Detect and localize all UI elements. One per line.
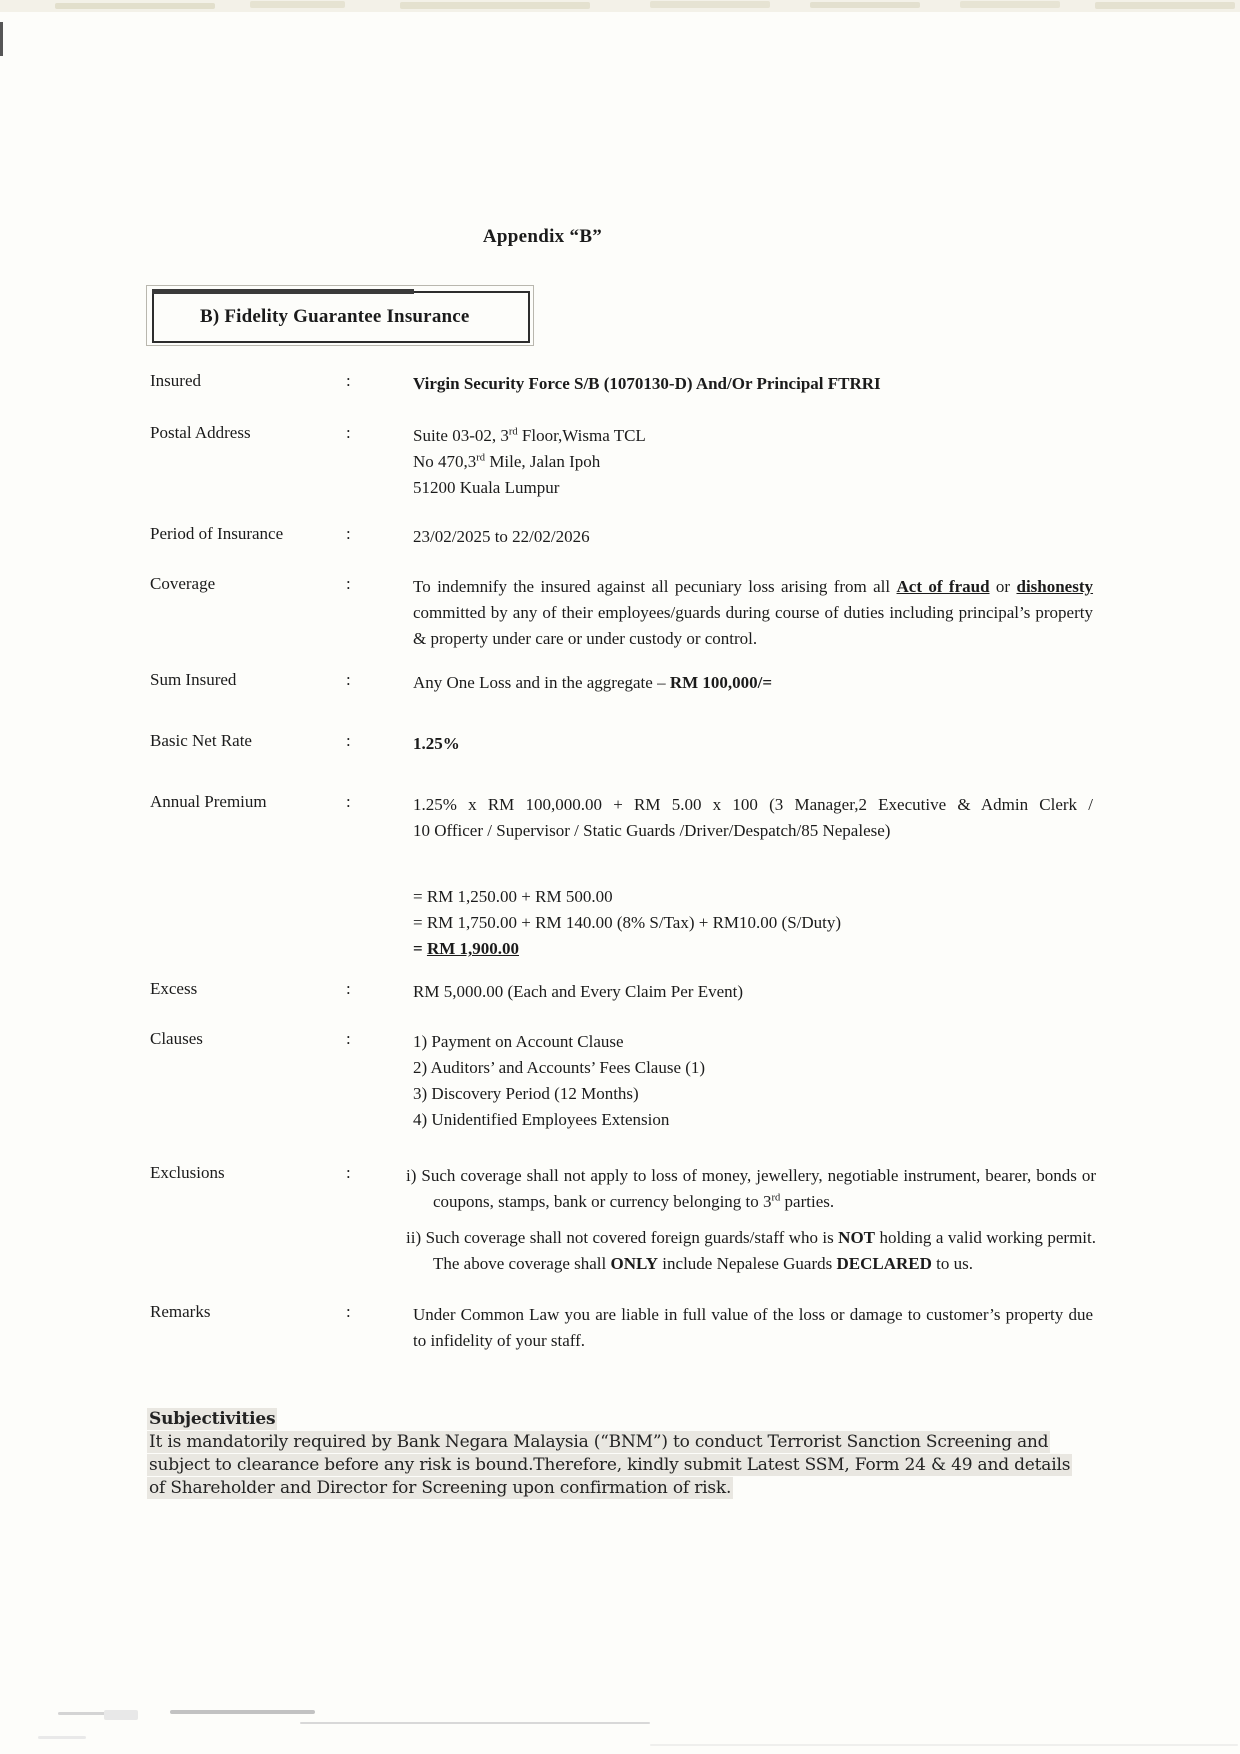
exclusion-item-ii: ii) Such coverage shall not covered foreign guards/staff who is NOT holding a valid working permit. The above coverage shall ONLY include Nepalese Guards DECLARED to us. bbox=[406, 1228, 1096, 1273]
field-colon: : bbox=[346, 574, 351, 593]
field-label: Sum Insured bbox=[150, 670, 237, 689]
field-label: Postal Address bbox=[150, 423, 251, 442]
field-value bbox=[413, 423, 1093, 501]
field-value: RM 5,000.00 (Each and Every Claim Per Event) bbox=[413, 982, 744, 1001]
field-colon: : bbox=[346, 423, 351, 442]
field-label: Period of Insurance bbox=[150, 524, 284, 543]
field-label: Coverage bbox=[150, 574, 216, 593]
clause-item: 4) Unidentified Employees Extension bbox=[413, 1110, 670, 1129]
scan-smudge bbox=[810, 2, 920, 8]
field-label: Annual Premium bbox=[150, 792, 267, 811]
field-colon: : bbox=[346, 1163, 351, 1182]
field-value: 23/02/2025 to 22/02/2026 bbox=[413, 527, 590, 546]
emphasized-word: NOT bbox=[838, 1228, 876, 1247]
scan-smudge bbox=[104, 1710, 138, 1720]
field-colon: : bbox=[346, 524, 351, 543]
field-colon: : bbox=[346, 670, 351, 689]
field-value bbox=[406, 1163, 1096, 1277]
scan-smudge bbox=[300, 1722, 650, 1724]
field-value: To indemnify the insured against all pecuniary loss arising from all Act of fraud or dishonesty committed by any of their employees/guards during course of duties including principal’s property & property under care or under custody or control. bbox=[413, 577, 1094, 648]
field-label: Clauses bbox=[150, 1029, 203, 1048]
scan-smudge bbox=[38, 1736, 86, 1739]
address-line-1: Suite 03-02, 3rd Floor,Wisma TCL bbox=[413, 426, 646, 445]
field-label: Basic Net Rate bbox=[150, 731, 252, 750]
scan-smudge bbox=[400, 2, 590, 9]
field-value bbox=[413, 792, 1093, 962]
field-colon: : bbox=[346, 371, 351, 390]
field-label: Remarks bbox=[150, 1302, 211, 1321]
address-line-3: 51200 Kuala Lumpur bbox=[413, 478, 560, 497]
clause-item: 1) Payment on Account Clause bbox=[413, 1032, 624, 1051]
field-label: Exclusions bbox=[150, 1163, 225, 1182]
field-value: Virgin Security Force S/B (1070130-D) And/Or Principal FTRRI bbox=[413, 374, 881, 393]
field-colon: : bbox=[346, 1029, 351, 1048]
exclusion-item-i: i) Such coverage shall not apply to loss of money, jewellery, negotiable instrument, bearer, bonds or coupons, stamps, bank or currency belonging to 3rd parties. bbox=[406, 1166, 1096, 1211]
field-value: Under Common Law you are liable in full value of the loss or damage to customer’s property due to infidelity of your staff. bbox=[413, 1305, 1093, 1350]
field-value: Any One Loss and in the aggregate – RM 100,000/= bbox=[413, 673, 773, 692]
ordinal-superscript: rd bbox=[508, 426, 518, 438]
field-value: 1.25% bbox=[413, 734, 460, 753]
sum-insured-amount: RM 100,000/= bbox=[669, 673, 773, 692]
field-colon: : bbox=[346, 1302, 351, 1321]
subjectivities-body: It is mandatorily required by Bank Negara Malaysia (“BNM”) to conduct Terrorist Sanction Screening and subject to clearance before any risk is bound.Therefore, kindly submit Latest SSM, Form 24 & 49 and details of Shareholder and Director for Screening upon confirmation of risk. bbox=[149, 1432, 1071, 1498]
premium-result-2: = RM 1,750.00 + RM 140.00 (8% S/Tax) + RM10.00 (S/Duty) bbox=[413, 913, 842, 932]
subjectivities-heading: Subjectivities bbox=[149, 1409, 276, 1429]
appendix-title: Appendix “B” bbox=[482, 226, 603, 247]
section-title-box bbox=[152, 291, 530, 343]
premium-total-amount: RM 1,900.00 bbox=[426, 939, 520, 958]
premium-calc-line-1: 1.25% x RM 100,000.00 + RM 5.00 x 100 (3 Manager,2 Executive & Admin Clerk / bbox=[413, 795, 1093, 814]
emphasized-term: dishonesty bbox=[1016, 577, 1094, 596]
scan-edge-mark bbox=[0, 22, 3, 56]
emphasized-word: DECLARED bbox=[836, 1254, 932, 1273]
premium-calc-line-2: 10 Officer / Supervisor / Static Guards /Driver/Despatch/85 Nepalese) bbox=[413, 821, 891, 840]
scan-smudge bbox=[960, 1, 1060, 8]
field-value bbox=[413, 1029, 1093, 1133]
scan-smudge bbox=[250, 1, 345, 8]
emphasized-term: Act of fraud bbox=[896, 577, 990, 596]
clause-item: 2) Auditors’ and Accounts’ Fees Clause (1) bbox=[413, 1058, 706, 1077]
field-label: Excess bbox=[150, 979, 198, 998]
field-colon: : bbox=[346, 979, 351, 998]
scan-smudge bbox=[650, 1, 770, 8]
section-title: B) Fidelity Guarantee Insurance bbox=[200, 306, 470, 327]
field-colon: : bbox=[346, 792, 351, 811]
scan-smudge bbox=[650, 1744, 1238, 1746]
premium-result-1: = RM 1,250.00 + RM 500.00 bbox=[413, 887, 613, 906]
emphasized-word: ONLY bbox=[610, 1254, 659, 1273]
ordinal-superscript: rd bbox=[771, 1192, 781, 1204]
clause-item: 3) Discovery Period (12 Months) bbox=[413, 1084, 639, 1103]
premium-result-total: = RM 1,900.00 bbox=[413, 939, 520, 958]
ordinal-superscript: rd bbox=[476, 452, 486, 464]
field-colon: : bbox=[346, 731, 351, 750]
subjectivities-section bbox=[147, 1408, 1085, 1500]
scan-smudge bbox=[55, 3, 215, 9]
spacer bbox=[413, 844, 1093, 870]
scan-smudge bbox=[1095, 2, 1235, 9]
address-line-2: No 470,3rd Mile, Jalan Ipoh bbox=[413, 452, 601, 471]
field-label: Insured bbox=[150, 371, 201, 390]
scan-smudge bbox=[170, 1710, 315, 1714]
